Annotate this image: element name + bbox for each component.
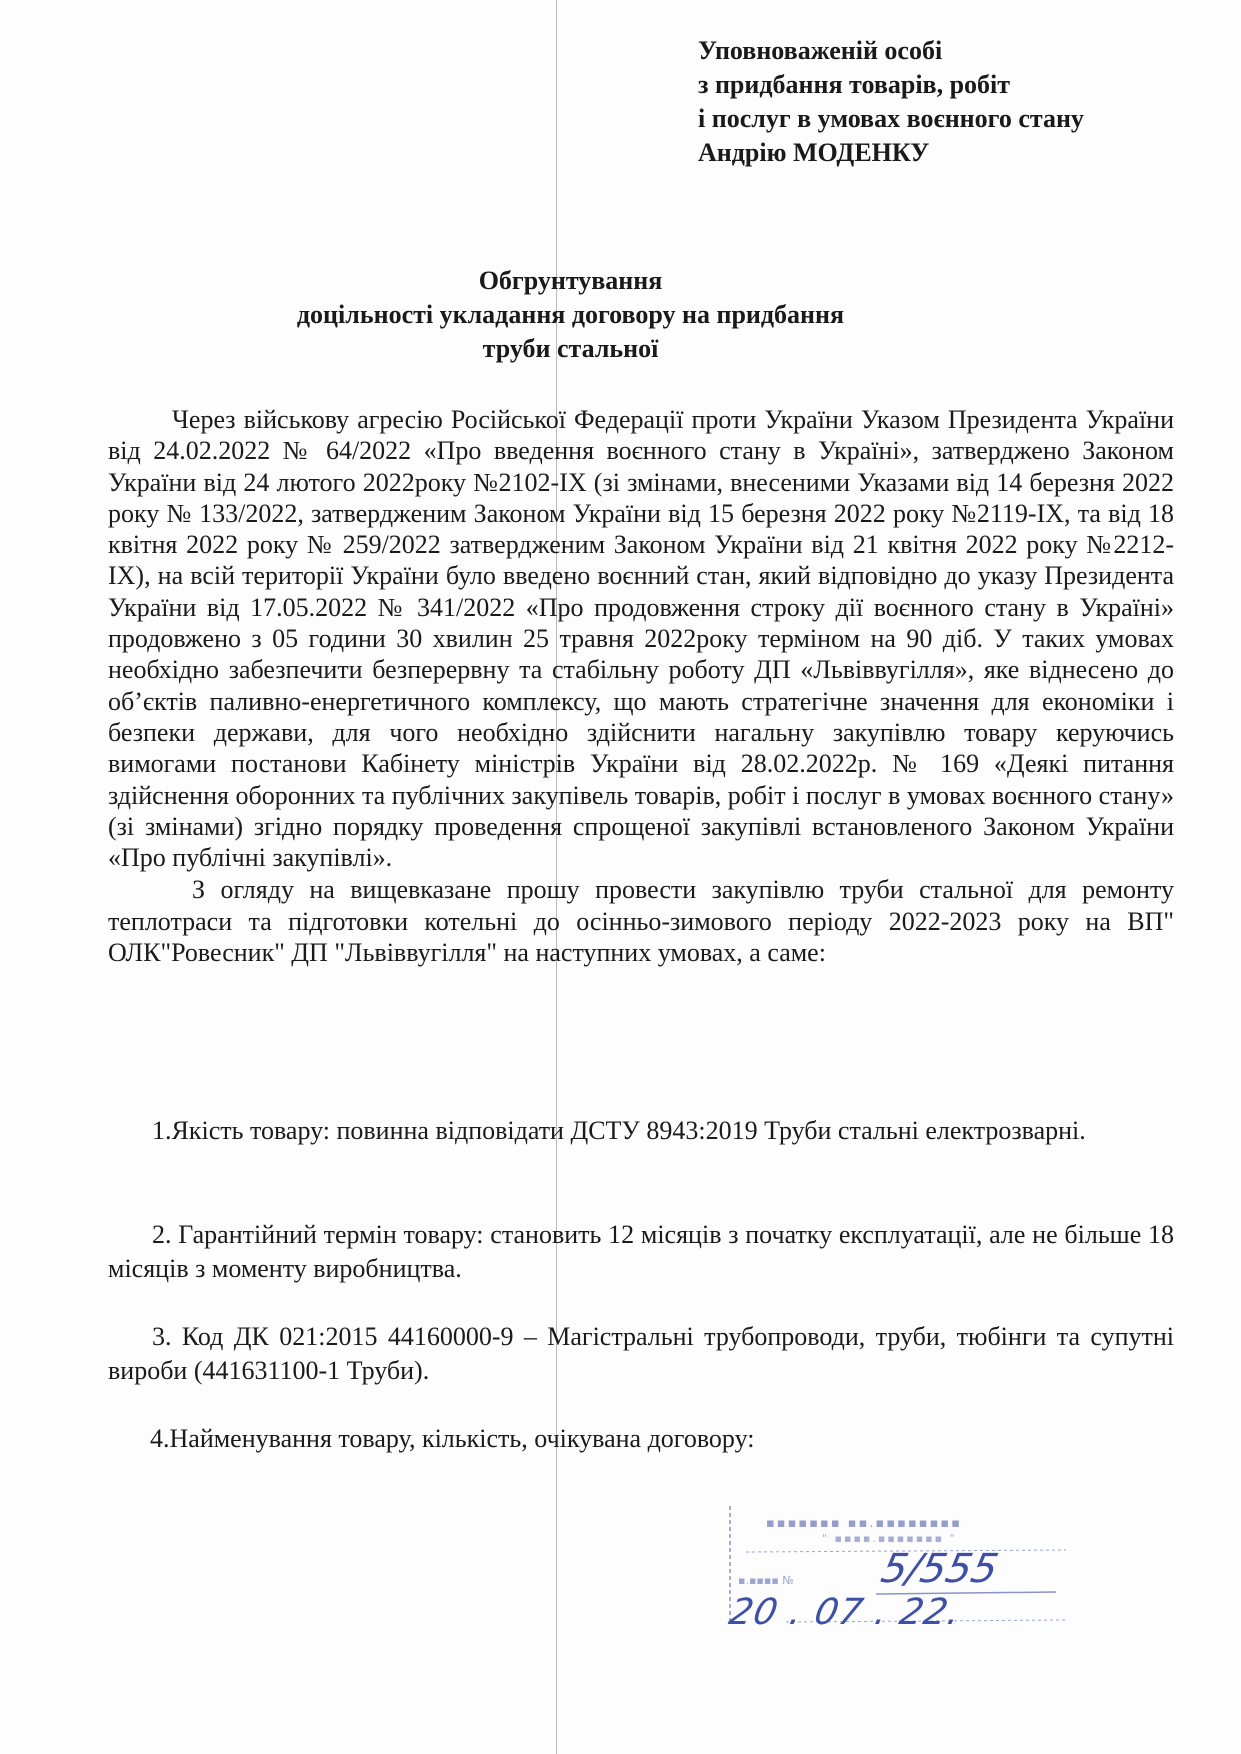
addressee-block [698,34,1084,170]
stamp-registration-date: 20 . 07 . 22. [725,1592,965,1633]
justification-body [108,404,1174,968]
stamp-org-text: ▪▪▪▪▪▪▪ ▪▪.▪▪▪▪▪▪▪▪ [766,1516,963,1531]
addressee-line-1: Уповноваженій особі [698,36,943,65]
condition-item-3-text: 3. Код ДК 021:2015 44160000-9 – Магістральні трубопроводи, труби, тюбінги та супутні вироби (441631100-1 Труби). [108,1322,1174,1385]
title-line-2: доцільності укладання договору на придбання [296,300,845,329]
title-line-1: Обгрунтування [478,266,663,295]
condition-item-3 [108,1320,1174,1388]
condition-item-1 [108,1114,1174,1148]
condition-item-2 [108,1218,1174,1286]
body-paragraph-2: З огляду на вищевказане прошу провести закупівлю труби стальної для ремонту теплотраси та підготовки котельні до осінньо-зимового періоду 2022-2023 року на ВП" ОЛК"Ровесник" ДП "Львіввугілля" на наступних умовах, а саме: [108,875,1174,968]
addressee-line-4: Андрію МОДЕНКУ [698,138,930,167]
body-paragraph-1: Через військову агресію Російської Федерації проти України Указом Президента України від 24.02.2022 № 64/2022 «Про введення воєнного стану в Україні», затверджено Законом України від 24 лютого 2022року №2102-IX (зі змінами, внесеними Указами від 14 березня 2022 року № 133/2022, затвердженим Законом України від 15 березня 2022 року №2119-IX, та від 18 квітня 2022 року № 259/2022 затвердженим Законом України від 21 квітня 2022 року №2212-IX), на всій території України було введено воєнний стан, який відповідно до указу Президента України від 17.05.2022 № 341/2022 «Про продовження строку дії воєнного стану в Україні» продовжено з 05 години 30 хвилин 25 травня 2022року терміном на 90 діб. У таких умовах необхідно забезпечити безперервну та стабільну роботу ДП «Львіввугілля», яке віднесено до об’єктів паливно-енергетичного комплексу, що мають стратегічне значення для економіки і безпеки держави, для чого необхідно здійснити нагальну закупівлю товару керуючись вимогами постанови Кабінету міністрів України від 28.02.2022р. № 169 «Деякі питання здійснення оборонних та публічних закупівель товарів, робіт і послуг в умовах воєнного стану» (зі змінами) згідно порядку проведення спрощеної закупівлі встановленого Законом України «Про публічні закупівлі». [108,405,1174,873]
condition-item-4 [108,1422,1174,1456]
addressee-line-3: і послуг в умовах воєнного стану [698,104,1084,133]
condition-item-1-text: 1.Якість товару: повинна відповідати ДСТУ 8943:2019 Труби стальні електрозварні. [152,1116,1086,1145]
condition-item-4-text: 4.Найменування товару, кількість, очікувана договору: [150,1424,755,1453]
stamp-registration-number: 5/555 [877,1546,1003,1592]
document-title [0,264,1241,366]
stamp-label: ▪.▪▪▪▪ № [738,1574,794,1587]
addressee-line-2: з придбання товарів, робіт [698,70,1011,99]
condition-item-2-text: 2. Гарантійний термін товару: становить 12 місяців з початку експлуатації, але не більше 18 місяців з моменту виробництва. [108,1220,1174,1283]
title-line-3: труби стальної [482,334,659,363]
registration-stamp [725,1502,1082,1633]
stamp-org-text-2: " ▪▪▪▪.▪▪▪▪▪▪▪ " [822,1532,957,1545]
